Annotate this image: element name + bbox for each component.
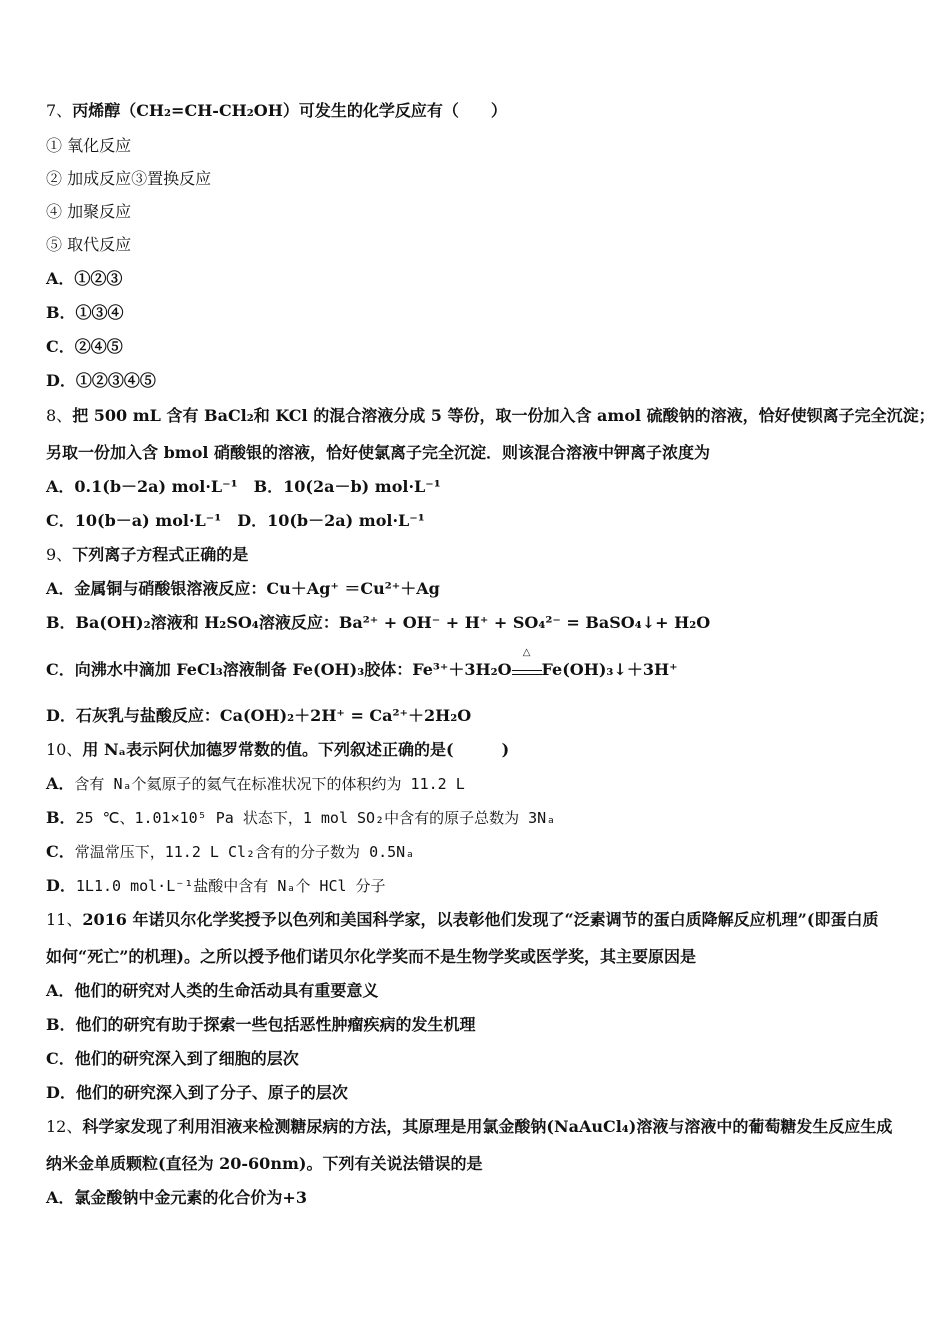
- question-8-options-cd[interactable]: C．10(b－a) mol·L⁻¹ D．10(b－2a) mol·L⁻¹: [46, 511, 425, 530]
- question-11-option-b[interactable]: B．他们的研究有助于探索一些包括恶性肿瘤疾病的发生机理: [46, 1015, 476, 1034]
- question-10-stem: 10、用 Nₐ表示阿伏加德罗常数的值。下列叙述正确的是( ): [46, 740, 510, 759]
- question-9-option-d[interactable]: D．石灰乳与盐酸反应：Ca(OH)₂＋2H⁺ = Ca²⁺＋2H₂O: [46, 706, 472, 725]
- question-7-option-a[interactable]: A．①②③: [46, 269, 123, 288]
- question-9-option-c[interactable]: C．向沸水中滴加 FeCl₃溶液制备 Fe(OH)₃胶体：Fe³⁺＋3H₂O △ Fe(OH)₃↓＋3H⁺: [46, 647, 678, 679]
- question-12-stem: 12、科学家发现了利用泪液来检测糖尿病的方法，其原理是用氯金酸钠(NaAuCl₄)溶液与溶液中的葡萄糖发生反应生成: [46, 1117, 893, 1136]
- question-11-option-a[interactable]: A．他们的研究对人类的生命活动具有重要意义: [46, 981, 379, 1000]
- question-11-stem-cont: 如何“死亡”的机理)。之所以授予他们诺贝尔化学奖而不是生物学奖或医学奖，其主要原因是: [46, 947, 696, 966]
- question-12-option-a[interactable]: A．氯金酸钠中金元素的化合价为+3: [46, 1188, 307, 1207]
- question-7-item: ④ 加聚反应: [46, 202, 132, 221]
- question-7-option-c[interactable]: C．②④⑤: [46, 337, 123, 356]
- question-7-stem: 7、丙烯醇（CH₂=CH-CH₂OH）可发生的化学反应有（ ）: [46, 101, 507, 120]
- question-12-stem-cont: 纳米金单质颗粒(直径为 20-60nm)。下列有关说法错误的是: [46, 1154, 483, 1173]
- question-7-item: ② 加成反应③置换反应: [46, 169, 212, 188]
- question-10-option-b[interactable]: B．25 ℃、1.01×10⁵ Pa 状态下，1 mol SO₂中含有的原子总数为 3Nₐ: [46, 808, 556, 827]
- question-7-option-d[interactable]: D．①②③④⑤: [46, 371, 156, 390]
- question-11-stem: 11、2016 年诺贝尔化学奖授予以色列和美国科学家，以表彰他们发现了“泛素调节的蛋白质降解反应机理”(即蛋白质: [46, 910, 879, 929]
- question-11-option-d[interactable]: D．他们的研究深入到了分子、原子的层次: [46, 1083, 348, 1102]
- question-8-stem-cont: 另取一份加入含 bmol 硝酸银的溶液，恰好使氯离子完全沉淀．则该混合溶液中钾离子浓度为: [46, 443, 711, 462]
- question-8-options-ab[interactable]: A．0.1(b－2a) mol·L⁻¹ B．10(2a－b) mol·L⁻¹: [46, 477, 441, 496]
- question-8-stem: 8、把 500 mL 含有 BaCl₂和 KCl 的混合溶液分成 5 等份，取一份加入含 amol 硫酸钠的溶液，恰好使钡离子完全沉淀；: [46, 406, 935, 425]
- question-9-option-a[interactable]: A．金属铜与硝酸银溶液反应：Cu＋Ag⁺ ＝Cu²⁺＋Ag: [46, 579, 440, 598]
- question-7-item: ① 氧化反应: [46, 136, 132, 155]
- question-7-item: ⑤ 取代反应: [46, 235, 132, 254]
- question-10-option-a[interactable]: A．含有 Nₐ个氦原子的氦气在标准状况下的体积约为 11.2 L: [46, 774, 465, 793]
- question-10-option-c[interactable]: C．常温常压下，11.2 L Cl₂含有的分子数为 0.5Nₐ: [46, 842, 415, 861]
- question-11-option-c[interactable]: C．他们的研究深入到了细胞的层次: [46, 1049, 299, 1068]
- question-9-option-b[interactable]: B．Ba(OH)₂溶液和 H₂SO₄溶液反应：Ba²⁺ + OH⁻ + H⁺ + SO₄²⁻ = BaSO₄↓+ H₂O: [46, 613, 711, 632]
- question-10-option-d[interactable]: D．1L1.0 mol·L⁻¹盐酸中含有 Nₐ个 HCl 分子: [46, 876, 386, 895]
- question-9-stem: 9、下列离子方程式正确的是: [46, 545, 249, 564]
- heat-equals-sign: △: [512, 662, 542, 675]
- question-7-option-b[interactable]: B．①③④: [46, 303, 124, 322]
